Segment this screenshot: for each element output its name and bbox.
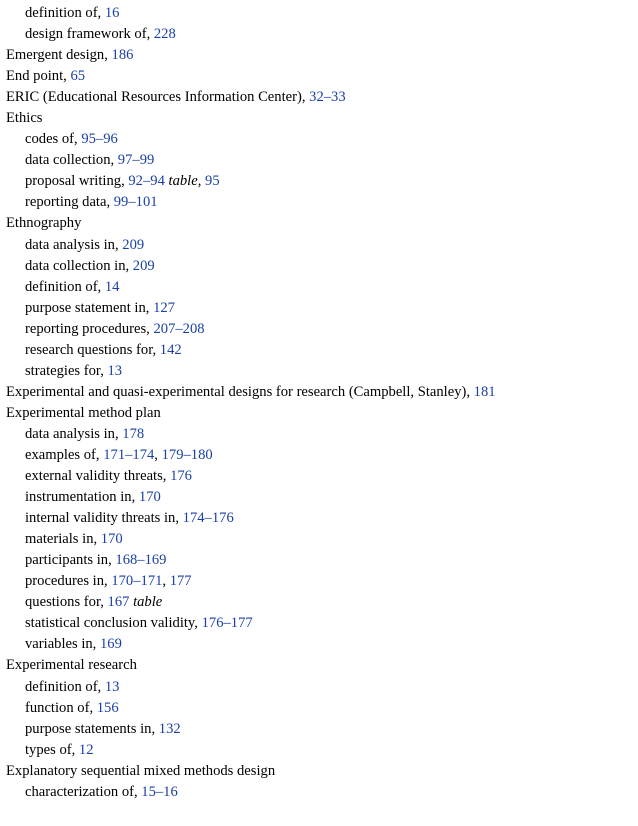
page-reference-link[interactable]: 127 [153,299,175,316]
index-term: research questions for, [25,341,160,358]
index-entry [6,45,632,66]
index-term: reporting data, [25,194,114,211]
index-term: data collection, [25,152,118,169]
page-reference-link[interactable]: 179–180 [161,446,213,463]
page-reference-link[interactable]: 167 [107,594,130,611]
index-term: Experimental and quasi-experimental designs for research (Campbell, Stanley), [6,383,474,400]
index-term: proposal writing, [25,173,129,190]
index-subentry [6,235,632,256]
index-subentry [6,698,632,719]
index-subentry [6,634,632,655]
index-term: participants in, [25,552,116,569]
page-reference-link[interactable]: 177 [169,573,192,590]
page-reference-link[interactable]: 99–101 [113,194,158,211]
index-subentry [6,298,632,319]
index-term: variables in, [25,636,100,653]
page-reference-link[interactable]: 14 [104,278,120,295]
page-reference-link[interactable]: 97–99 [117,152,155,169]
page-reference-link[interactable]: 95 [205,173,220,190]
index-entry [6,403,632,424]
index-term: data analysis in, [25,236,123,253]
index-term: Experimental research [6,657,137,674]
index-entry [6,108,632,129]
index-term: statistical conclusion validity, [25,615,202,632]
index-term: definition of, [25,278,105,295]
index-subentry [6,571,632,592]
index-term: reporting procedures, [25,320,154,337]
page-reference-link[interactable]: 32–33 [309,89,346,106]
index-term: function of, [25,699,97,716]
page-reference-link[interactable]: 174–176 [182,510,234,527]
index-subentry [6,256,632,277]
table-note: table [133,594,163,611]
page-reference-link[interactable]: 95–96 [81,131,118,148]
page-reference-link[interactable]: 176–177 [201,615,253,632]
index-subentry [6,466,632,487]
page-reference-link[interactable]: 13 [104,678,120,695]
page-reference-link[interactable]: 142 [159,341,182,358]
page-reference-link[interactable]: 12 [78,741,94,758]
index-term: external validity threats, [25,468,171,485]
index-subentry [6,129,632,150]
separator-text: , [162,573,170,590]
page-reference-link[interactable]: 181 [473,383,496,400]
index-term: procedures in, [25,573,112,590]
page-reference-link[interactable]: 186 [111,47,134,64]
index-subentry [6,740,632,761]
index-term: Ethics [6,110,43,127]
index-subentry [6,677,632,698]
index-term: materials in, [25,531,101,548]
index-page [6,3,632,803]
index-term: purpose statements in, [25,720,159,737]
index-subentry [6,445,632,466]
index-subentry [6,487,632,508]
table-note: table, [168,173,202,190]
page-reference-link[interactable]: 65 [70,68,86,85]
page-reference-link[interactable]: 156 [96,699,119,716]
index-entry [6,761,632,782]
index-term: Explanatory sequential mixed methods design [6,762,276,779]
page-reference-link[interactable]: 209 [122,236,145,253]
separator-text: , [154,446,162,463]
index-term: End point, [6,68,71,85]
page-reference-link[interactable]: 170 [100,531,123,548]
index-term: strategies for, [25,362,108,379]
index-entry [6,213,632,234]
page-reference-link[interactable]: 178 [122,425,145,442]
index-subentry [6,529,632,550]
index-entry [6,87,632,108]
index-term: data analysis in, [25,425,123,442]
index-entry [6,655,632,676]
index-subentry [6,319,632,340]
page-reference-link[interactable]: 207–208 [153,320,205,337]
page-reference-link[interactable]: 176 [170,468,192,485]
page-reference-link[interactable]: 16 [104,5,120,21]
index-subentry [6,424,632,445]
index-term: Experimental method plan [6,404,161,421]
index-subentry [6,192,632,213]
index-term: ERIC (Educational Resources Information Center), [6,89,310,106]
page-reference-link[interactable]: 15–16 [141,783,178,800]
index-entry [6,382,632,403]
page-reference-link[interactable]: 228 [153,26,176,43]
page-reference-link[interactable]: 169 [99,636,122,653]
page-reference-link[interactable]: 13 [107,362,123,379]
page-reference-link[interactable]: 132 [158,720,181,737]
index-subentry [6,782,632,803]
page-reference-link[interactable]: 209 [132,257,155,274]
page-reference-link[interactable]: 171–174 [103,446,155,463]
index-term: design framework of, [25,26,154,43]
index-subentry [6,171,632,192]
index-subentry [6,277,632,298]
index-term: codes of, [25,131,82,148]
index-term: Ethnography [6,215,82,232]
index-term: definition of, [25,678,105,695]
index-term: Emergent design, [6,47,112,64]
page-reference-link[interactable]: 92–94 [128,173,165,190]
index-subentry [6,340,632,361]
index-term: purpose statement in, [25,299,154,316]
index-subentry [6,361,632,382]
index-term: data collection in, [25,257,133,274]
page-reference-link[interactable]: 170–171 [111,573,163,590]
index-subentry [6,592,632,613]
index-term: instrumentation in, [25,489,139,506]
index-entry [6,66,632,87]
page-reference-link[interactable]: 170 [138,489,161,506]
index-term: types of, [25,741,79,758]
index-subentry [6,550,632,571]
index-subentry [6,613,632,634]
index-subentry [6,24,632,45]
index-term: definition of, [25,5,105,21]
index-subentry [6,719,632,740]
index-term: examples of, [25,446,104,463]
index-subentry [6,3,632,24]
index-subentry [6,508,632,529]
page-reference-link[interactable]: 168–169 [115,552,167,569]
index-term: questions for, [25,594,108,611]
index-subentry [6,150,632,171]
index-term: internal validity threats in, [25,510,183,527]
index-term: characterization of, [25,783,142,800]
